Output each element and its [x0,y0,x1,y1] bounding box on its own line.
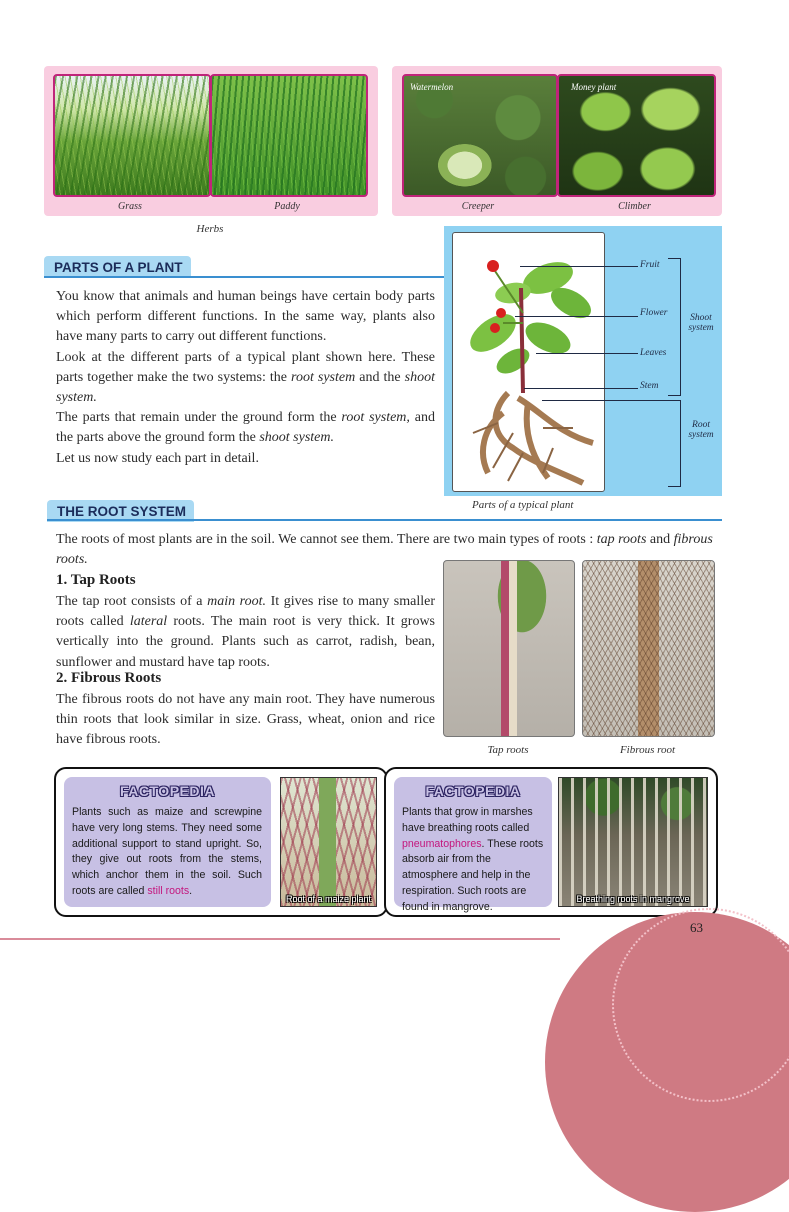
creeper-caption: Creeper [461,201,495,212]
grass-caption: Grass [118,201,142,212]
tap-roots-photo [443,560,575,737]
parts-paragraph-2: Look at the different parts of a typical plant shown here. These parts together make the two systems: the root system and the shoot system. [56,349,435,406]
fibrous-roots-text: The fibrous roots do not have any main root. They have numerous thin roots that look similar in size. Grass, wheat, onion and rice have fibrous roots. [56,692,435,748]
mangrove-roots-caption: Breathing roots in mangrove [576,894,690,904]
fruit-pointer [520,266,638,267]
factopedia-title-2: FACTOPEDIA [425,783,521,799]
factopedia-text-2: Plants that grow in marshes have breathing roots called pneumatophores. These roots absorb air from the atmosphere and help in the respiration. Such roots are found in mangrove. [402,806,544,913]
still-roots-highlight: still roots [147,884,190,897]
herbs-caption: Herbs [196,223,224,235]
plant-illustration [453,233,604,491]
parts-of-plant-heading: PARTS OF A PLANT [44,256,191,278]
leaves-pointer [536,353,638,354]
factopedia-title-1: FACTOPEDIA [120,783,215,799]
parts-paragraph-4: Let us now study each part in detail. [56,450,259,466]
climber-photo [557,74,716,197]
root-system-label: Root system [688,420,714,440]
factopedia-box-1 [54,767,388,917]
tap-roots-subheading: 1. Tap Roots [56,572,136,588]
factopedia-box-2 [384,767,718,917]
parts-paragraph-3: The parts that remain under the ground form the root system, and the parts above the ground form the shoot system. [56,410,435,446]
stem-label: Stem [640,381,659,391]
root-heading-rule [47,519,722,521]
fruit-label: Fruit [640,260,660,270]
money-plant-label: Money plant [571,82,617,92]
root-intro-text: The roots of most plants are in the soil. We cannot see them. There are two main types of roots : tap roots and fibrous roots. [56,532,713,568]
page-number: 63 [690,920,703,935]
paddy-caption: Paddy [274,201,300,212]
tap-roots-text: The tap root consists of a main root. It gives rise to many smaller roots called lateral roots. The main root is very thick. It grows vertically into the ground. Plants such as carrot, radish, bean, sunflower and mustard have tap roots. [56,594,435,670]
fibrous-root-photo [582,560,715,737]
creeper-photo [402,74,558,197]
parts-heading-rule [44,276,444,278]
factopedia-card-2 [394,777,552,913]
factopedia-card-1 [64,777,271,907]
flower-pointer [515,316,638,317]
climber-caption: Climber [618,201,651,212]
maize-root-photo [280,777,377,907]
leaves-label: Leaves [640,348,667,358]
watermelon-label: Watermelon [410,82,454,92]
pneumatophores-highlight: pneumatophores [402,837,482,850]
fibrous-root-caption: Fibrous root [619,744,676,756]
factopedia-text-1: Plants such as maize and screwpine have very long stems. They need some additional support to stand upright. So, they give out roots from the stems, which anchor them in the soil. Such roots are called still roots. [72,806,262,897]
paddy-photo [210,74,368,197]
shoot-system-bracket [668,258,681,396]
maize-root-caption: Root of a maize plant [285,894,372,904]
plant-diagram-caption: Parts of a typical plant [472,499,574,511]
mangrove-roots-photo [558,777,708,907]
stem-pointer [524,388,638,389]
root-system-bracket [668,400,681,487]
parts-body-text [56,287,435,469]
tap-roots-caption: Tap roots [487,744,529,756]
root-system-heading: THE ROOT SYSTEM [47,500,194,522]
typical-plant-photo [452,232,605,492]
fibrous-roots-subheading: 2. Fibrous Roots [56,670,162,686]
grass-photo [53,74,211,197]
flower-label: Flower [640,308,668,318]
parts-paragraph-1: You know that animals and human beings have certain body parts which perform different functions. In the same way, plants also have many parts to carry out different functions. [56,289,435,345]
shoot-system-label: Shoot system [688,313,714,333]
footer-rule [0,938,560,940]
root-system-top-line [542,400,680,401]
